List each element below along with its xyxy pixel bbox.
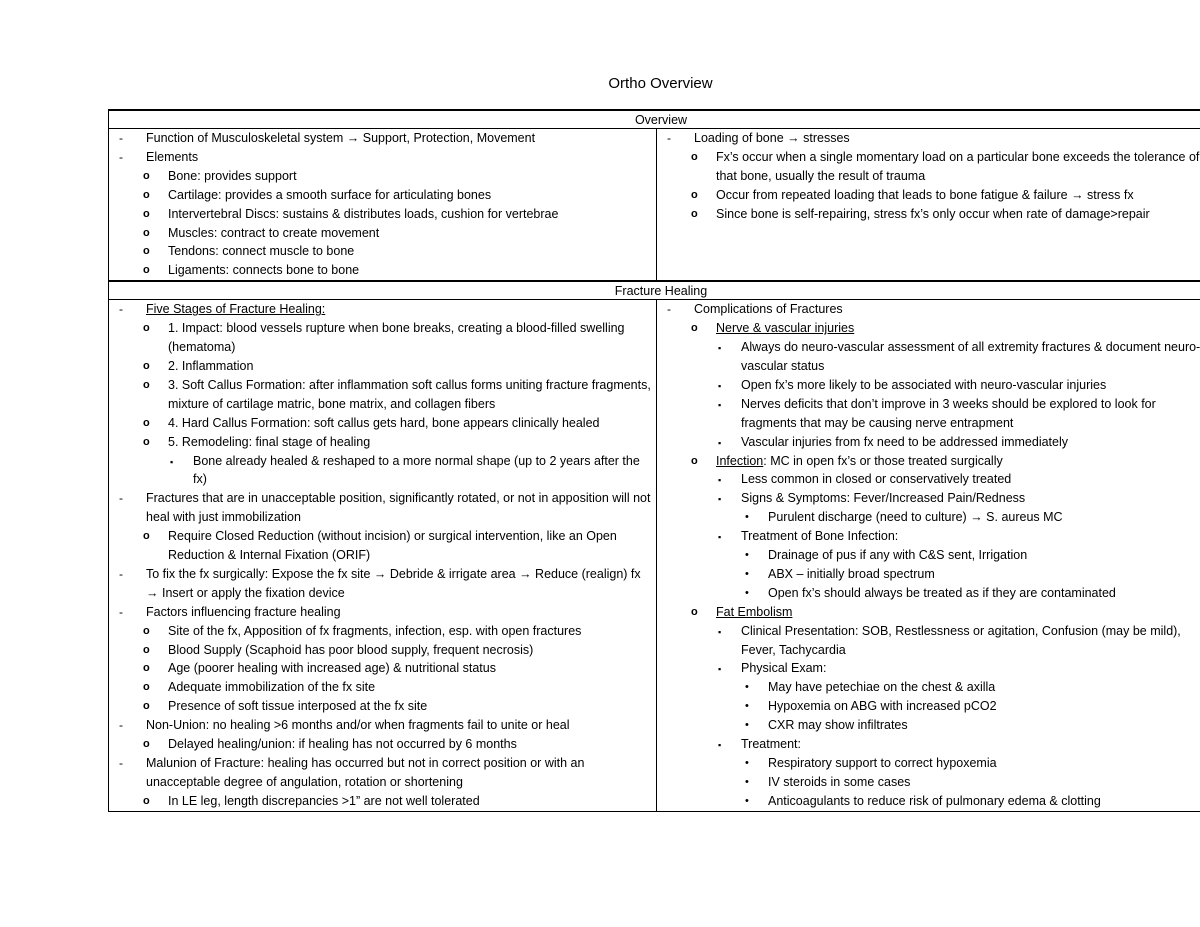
list-item: [657, 659, 1200, 678]
list-item: [657, 452, 1200, 471]
list-item-text: CXR may show infiltrates: [768, 718, 908, 733]
list-item-text: Site of the fx, Apposition of fx fragments, infection, esp. with open fractures: [168, 623, 582, 638]
circle-bullet-icon: o: [143, 662, 150, 675]
list-item-text: Anticoagulants to reduce risk of pulmonary edema & clotting: [768, 793, 1101, 808]
list-item: [657, 697, 1200, 716]
dot-bullet-icon: •: [745, 700, 749, 713]
list-item-text: Open fx’s should always be treated as if they are contaminated: [768, 585, 1116, 600]
list-item-text: 3. Soft Callus Formation: after inflammation soft callus forms uniting fracture fragments, mixture of cartilage matric, bone matrix, and collagen fibers: [168, 377, 651, 411]
notes-table: [108, 109, 1200, 812]
list-item: [657, 546, 1200, 565]
fracture-healing-heading: Fracture Healing: [109, 281, 1200, 300]
list-item: [109, 565, 656, 603]
list-item-text: Nerve & vascular injuries: [716, 321, 855, 336]
list-item-text: Occur from repeated loading that leads to bone fatigue & failure → stress fx: [716, 187, 1134, 202]
circle-bullet-icon: o: [143, 435, 150, 448]
list-item: [109, 659, 656, 678]
list-item: [657, 508, 1200, 527]
circle-bullet-icon: o: [691, 150, 698, 163]
list-item-text: Less common in closed or conservatively treated: [741, 472, 1012, 487]
list-item: [657, 584, 1200, 603]
circle-bullet-icon: o: [143, 738, 150, 751]
list-item: [109, 716, 656, 735]
list-item: [109, 489, 656, 527]
overview-content-row: [109, 129, 1200, 282]
list-item-text: Bone already healed & reshaped to a more normal shape (up to 2 years after the fx): [193, 453, 640, 487]
list-item: [657, 622, 1200, 660]
list-item: [657, 773, 1200, 792]
list-item-text: To fix the fx surgically: Expose the fx site → Debride & irrigate area → Reduce (realign) fx → Insert or apply the fixation device: [146, 566, 641, 600]
list-item-text: Fractures that are in unacceptable position, significantly rotated, or not in apposition will not heal with just immobilization: [146, 491, 651, 525]
list-item: [109, 186, 656, 205]
dash-bullet-icon: -: [119, 302, 123, 317]
circle-bullet-icon: o: [691, 322, 698, 335]
dot-bullet-icon: •: [745, 757, 749, 769]
list-item: [109, 603, 656, 622]
list-item: [109, 242, 656, 261]
circle-bullet-icon: o: [143, 643, 150, 656]
circle-bullet-icon: o: [143, 207, 150, 220]
list-item-text: Always do neuro-vascular assessment of all extremity fractures & document neuro-vascular status: [741, 340, 1200, 373]
list-item-text: Require Closed Reduction (without incision) or surgical intervention, like an Open Reduction & Internal Fixation (ORIF): [168, 529, 617, 563]
list-item-text: Fat Embolism: [716, 604, 793, 619]
list-item-text: Since bone is self-repairing, stress fx’s only occur when rate of damage>repair: [716, 206, 1150, 221]
list-item: [109, 622, 656, 641]
list-item-text: In LE leg, length discrepancies >1” are not well tolerated: [168, 793, 480, 808]
dash-bullet-icon: -: [119, 756, 123, 770]
list-item: [657, 565, 1200, 584]
list-item: [657, 300, 1200, 319]
list-item: [109, 300, 656, 319]
list-item-text: Malunion of Fracture: healing has occurred but not in correct position or with an unacceptable degree of angulation, rotation or shortening: [146, 756, 585, 789]
list-item-text: Elements: [146, 149, 199, 164]
notes-table-body: [109, 110, 1200, 811]
list-item-text: 1. Impact: blood vessels rupture when bone breaks, creating a blood-filled swelling (hematoma): [168, 321, 625, 355]
square-bullet-icon: ▪: [718, 399, 722, 410]
list-item-text: Treatment of Bone Infection:: [741, 529, 899, 544]
dot-bullet-icon: •: [745, 794, 749, 807]
square-bullet-icon: ▪: [718, 494, 722, 505]
list-item-text: Signs & Symptoms: Fever/Increased Pain/Redness: [741, 491, 1026, 506]
list-item-lead: Infection: [716, 453, 764, 468]
list-item-text: Adequate immobilization of the fx site: [168, 680, 376, 695]
list-item: [109, 452, 656, 490]
circle-bullet-icon: o: [691, 454, 698, 467]
list-item-text: Cartilage: provides a smooth surface for articulating bones: [168, 187, 492, 202]
list-item: [657, 792, 1200, 811]
list-item: [657, 678, 1200, 697]
list-item: [657, 527, 1200, 546]
overview-left-list: [109, 129, 656, 280]
list-item-text: May have petechiae on the chest & axilla: [768, 680, 996, 695]
dash-bullet-icon: -: [667, 131, 671, 145]
page-title: Ortho Overview: [608, 75, 713, 92]
list-item-text: Treatment:: [741, 737, 801, 752]
dot-bullet-icon: •: [745, 775, 749, 788]
list-item: [657, 319, 1200, 338]
list-item-text: Loading of bone → stresses: [694, 131, 850, 145]
list-item-text: Intervertebral Discs: sustains & distributes loads, cushion for vertebrae: [168, 206, 559, 221]
list-item: [657, 754, 1200, 773]
list-item-text: : MC in open fx’s or those treated surgically: [763, 453, 1003, 468]
list-item: [109, 224, 656, 243]
list-item: [657, 395, 1200, 433]
list-item-text: Bone: provides support: [168, 168, 297, 183]
list-item: [109, 261, 656, 280]
list-item-text: Blood Supply (Scaphoid has poor blood supply, frequent necrosis): [168, 642, 534, 657]
square-bullet-icon: ▪: [718, 437, 722, 448]
dot-bullet-icon: •: [745, 719, 749, 732]
list-item-text: Ligaments: connects bone to bone: [168, 263, 360, 278]
fracture-healing-left-list: [109, 300, 656, 810]
list-item: [657, 338, 1200, 376]
overview-heading: Overview: [109, 110, 1200, 129]
square-bullet-icon: ▪: [718, 532, 722, 543]
list-item: [109, 148, 656, 167]
list-item: [109, 167, 656, 186]
list-item-text: Drainage of pus if any with C&S sent, Irrigation: [768, 548, 1028, 563]
list-item: [109, 376, 656, 414]
list-item-text: Vascular injuries from fx need to be addressed immediately: [741, 434, 1069, 449]
square-bullet-icon: ▪: [718, 343, 722, 354]
circle-bullet-icon: o: [143, 530, 150, 543]
list-item-text: Non-Union: no healing >6 months and/or when fragments fail to unite or heal: [146, 718, 570, 733]
circle-bullet-icon: o: [143, 794, 150, 807]
list-item: [657, 603, 1200, 622]
fracture-healing-left-cell: [109, 300, 657, 811]
list-item: [109, 129, 656, 148]
list-item-text: ABX – initially broad spectrum: [768, 566, 935, 581]
list-item: [657, 735, 1200, 754]
square-bullet-icon: ▪: [718, 380, 722, 391]
list-item: [109, 319, 656, 357]
square-bullet-icon: ▪: [170, 456, 174, 467]
circle-bullet-icon: o: [143, 226, 150, 239]
dot-bullet-icon: •: [745, 586, 749, 599]
overview-right-list: [657, 129, 1200, 224]
list-item-text: 5. Remodeling: final stage of healing: [168, 434, 371, 449]
list-item-text: Function of Musculoskeletal system → Support, Protection, Movement: [146, 131, 536, 145]
list-item-text: Nerves deficits that don’t improve in 3 weeks should be explored to look for fragments that may be causing nerve entrapment: [741, 396, 1156, 430]
overview-right-cell: [657, 129, 1200, 282]
list-item: [657, 433, 1200, 452]
fracture-healing-content-row: [109, 300, 1200, 811]
list-item: [109, 792, 656, 811]
list-item: [657, 489, 1200, 508]
fracture-healing-right-cell: [657, 300, 1200, 811]
list-item-text: Respiratory support to correct hypoxemia: [768, 756, 997, 770]
circle-bullet-icon: o: [691, 605, 698, 618]
overview-left-cell: [109, 129, 657, 282]
list-item: [657, 470, 1200, 489]
dot-bullet-icon: •: [745, 567, 749, 580]
dash-bullet-icon: -: [119, 604, 123, 619]
fracture-healing-heading-row: [109, 281, 1200, 300]
list-item: [109, 414, 656, 433]
list-item-text: Age (poorer healing with increased age) & nutritional status: [168, 661, 496, 676]
circle-bullet-icon: o: [691, 207, 698, 220]
circle-bullet-icon: o: [143, 245, 150, 258]
circle-bullet-icon: o: [143, 359, 150, 372]
dot-bullet-icon: •: [745, 681, 749, 694]
list-item: [109, 641, 656, 660]
list-item: [109, 205, 656, 224]
list-item: [657, 716, 1200, 735]
list-item-text: Hypoxemia on ABG with increased pCO2: [768, 699, 997, 714]
dash-bullet-icon: -: [119, 566, 123, 581]
list-item-text: Presence of soft tissue interposed at the fx site: [168, 699, 428, 714]
list-item-text: Tendons: connect muscle to bone: [168, 244, 355, 259]
circle-bullet-icon: o: [143, 264, 150, 277]
dot-bullet-icon: •: [745, 549, 749, 562]
circle-bullet-icon: o: [143, 188, 150, 201]
square-bullet-icon: ▪: [718, 740, 722, 751]
list-item: [109, 527, 656, 565]
overview-heading-row: [109, 110, 1200, 129]
dash-bullet-icon: -: [119, 149, 123, 164]
circle-bullet-icon: o: [143, 169, 150, 182]
list-item: [109, 357, 656, 376]
list-item: [657, 205, 1200, 224]
circle-bullet-icon: o: [691, 188, 698, 201]
list-item-text: Open fx’s more likely to be associated with neuro-vascular injuries: [741, 377, 1107, 392]
dash-bullet-icon: -: [667, 302, 671, 317]
list-item: [109, 754, 656, 792]
list-item: [657, 186, 1200, 205]
square-bullet-icon: ▪: [718, 475, 722, 486]
list-item-text: Physical Exam:: [741, 661, 827, 676]
circle-bullet-icon: o: [143, 700, 150, 713]
list-item-text: Five Stages of Fracture Healing:: [146, 302, 326, 317]
list-item-text: Muscles: contract to create movement: [168, 225, 380, 240]
list-item-text: 4. Hard Callus Formation: soft callus gets hard, bone appears clinically healed: [168, 415, 600, 430]
list-item-text: 2. Inflammation: [168, 358, 254, 373]
list-item-text: Purulent discharge (need to culture) → S. aureus MC: [768, 510, 1063, 525]
list-item-text: Complications of Fractures: [694, 302, 843, 317]
dash-bullet-icon: -: [119, 718, 123, 733]
square-bullet-icon: ▪: [718, 626, 722, 637]
list-item: [657, 129, 1200, 148]
list-item: [109, 433, 656, 452]
dash-bullet-icon: -: [119, 491, 123, 506]
list-item-text: Delayed healing/union: if healing has not occurred by 6 months: [168, 737, 517, 752]
list-item: [657, 148, 1200, 186]
list-item: [109, 678, 656, 697]
list-item: [657, 376, 1200, 395]
list-item: [109, 697, 656, 716]
square-bullet-icon: ▪: [718, 664, 722, 675]
list-item-text: IV steroids in some cases: [768, 774, 911, 789]
list-item-text: Clinical Presentation: SOB, Restlessness or agitation, Confusion (may be mild), Fever, Tachycardia: [741, 623, 1181, 657]
circle-bullet-icon: o: [143, 416, 150, 429]
list-item-text: Factors influencing fracture healing: [146, 604, 341, 619]
dash-bullet-icon: -: [119, 131, 123, 145]
dot-bullet-icon: •: [745, 511, 749, 524]
list-item: [109, 735, 656, 754]
circle-bullet-icon: o: [143, 624, 150, 637]
circle-bullet-icon: o: [143, 322, 150, 335]
circle-bullet-icon: o: [143, 681, 150, 694]
fracture-healing-right-list: [657, 300, 1200, 810]
list-item-text: Fx’s occur when a single momentary load on a particular bone exceeds the tolerance of that bone, usually the result of trauma: [716, 149, 1200, 183]
circle-bullet-icon: o: [143, 378, 150, 391]
